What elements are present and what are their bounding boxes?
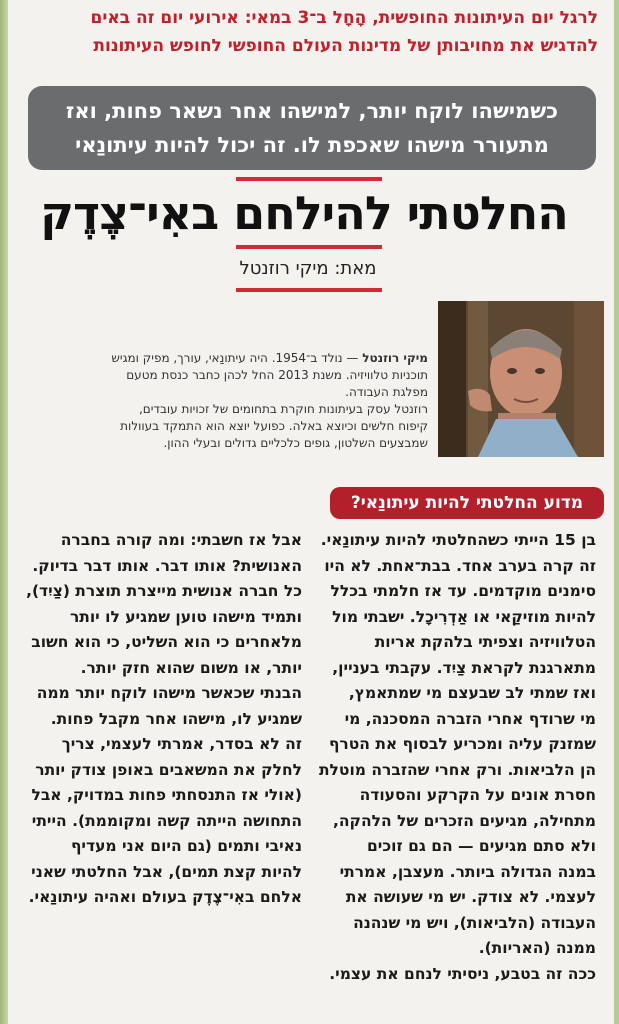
article-line: ותמיד מישהו טוען שמגיע לו יותר [69,607,302,626]
author-bio [23,350,428,452]
bio-line: קיפוח חלשים וכיוצא באלה. כפועל יוצא הוא התמקד בעוולות [120,419,428,433]
article-line: להיות קצת תמים), אבל החלטתי שאני [31,862,302,881]
intro-line: להדגיש את מחויבותן של מדינות העולם החופשי לחופש העיתונות [93,36,598,56]
article-line: הטלוויזיה וצפיתי בלהקת אריות [374,633,596,651]
article-line: העבודה (הלביאות), ויש מי שנהנה [353,913,596,932]
article-line: ממנה (האריות). [478,939,596,957]
magazine-page [8,0,614,1024]
article-line: הן הלביאות. ורק אחרי שהזברה מוטלת [318,760,596,779]
pull-quote-line: כשמישהו לוקח יותר, למישהו אחר נשאר פחות, ואז [65,99,559,123]
pull-quote [28,86,596,170]
article-line: ואז שמתי לב שבעצם מי שמתאמץ, [348,684,596,702]
bio-line-text: — נולד ב־1954. היה עיתונַאי, עורך, מפיק ומגיש [111,351,363,365]
author-photo [438,301,604,457]
author-portrait-illustration [438,301,604,457]
article-line: נאיבי ותמים (גם היום אני מעדיף [70,837,302,855]
article-column-right [318,528,596,987]
bio-line [23,350,428,367]
headline: החלטתי להילחם באִי־צֶדֶק [40,186,568,240]
article-column-left [24,528,302,911]
article-line: סימנים מוקדמים. עד אז חלמתי בכלל [330,582,596,600]
section-subhead: מדוע החלטתי להיות עיתונַאי? [330,487,604,519]
page-edge [0,0,8,1024]
article-line: אבל אז חשבתי: ומה קורה בחברה [60,531,302,549]
article-line: במנה הגדולה ביותר. מעצבן, אמרתי [339,862,596,881]
article-line: בן 15 הייתי כשהחלטתי להיות עיתונַאי. [320,531,596,549]
article-line: מתחילה, מגיעים הזכרים של הלהקה, [333,811,596,830]
article-line: מתארגנת לקראת צַיִד. עקבתי בעניין, [332,658,596,677]
article-line: שמזנק עליה ומכריע לבסוף את הטרף [328,735,596,753]
article-line: (אולי אז התנסחתי פחות במדויק, אבל [31,786,302,804]
article-line: לחלק את המשאבים באופן צודק יותר [35,760,302,779]
article-line: מי שרודף אחרי הזברה המסכנה, מי [344,709,596,728]
bio-line: שמבצעים השלטון, גופים כלכליים גדולים ובעלי ההון. [163,436,428,450]
headline-accent-bar-top [236,177,382,181]
bio-line: תוכניות טלוויזיה. משנת 2013 החל לכהן כחבר כנסת מטעם [126,368,428,382]
article-line: התחושה הייתה קשה ומקוממת). הייתי [31,811,302,830]
article-line: לעצמי. לא צודק. יש מי שעושה את [345,888,596,906]
article-line: להיות מוזיקַאי או אַדְרִיכָל. ישבתי מול [332,607,596,626]
bio-line: רוזנטל עסק בעיתונות חוקרת בתחומים של זכויות עובדים, [138,402,428,416]
byline: מאת: מיקי רוזנטל [239,258,377,279]
bio-line: מפלגת העבודה. [345,385,428,399]
article-line: אלחם באִי־צֶדֶק בעולם ואהיה עיתונַאי. [28,888,302,906]
headline-accent-bar-bottom [236,245,382,249]
intro-text [18,4,598,60]
byline-accent-bar [236,288,382,292]
article-line: האנושית? אותו דבר. אותו דבר בדיוק. [32,556,302,575]
article-line: זה קרה בערב אחד. בבת־אחת. לא היו [324,556,596,575]
article-line: ככה זה בטבע, ניסיתי לנחם את עצמי. [329,964,596,983]
article-line: הבנתי שכאשר מישהו לוקח יותר ממה [36,684,302,702]
article-line: שמגיע לו, מישהו אחר מקבל פחות. [50,709,302,728]
article-line: מלאחרים כי הוא השליט, כי הוא חשוב [31,633,302,651]
article-line: זה לא בסדר, אמרתי לעצמי, צריך [61,735,302,753]
intro-line: לרגל יום העיתונות החופשית, הָחָל ב־3 במאי: אירועי יום זה באים [90,8,598,28]
bio-author-name: מיקי רוזנטל [362,351,428,365]
article-line: ולא סתם מגיעים — הם גם זוכים [367,837,596,855]
article-line: כל חברה אנושית מייצרת תוצרת (צַיִד), [26,582,302,600]
article-line: יותר, או משום שהוא חזק יותר. [80,658,302,677]
article-line: חסרת אונים על הקרקע והסעודה [359,786,596,804]
pull-quote-line: מתעורר מישהו שאכפת לו. זה יכול להיות עיתונַאי [75,133,549,157]
